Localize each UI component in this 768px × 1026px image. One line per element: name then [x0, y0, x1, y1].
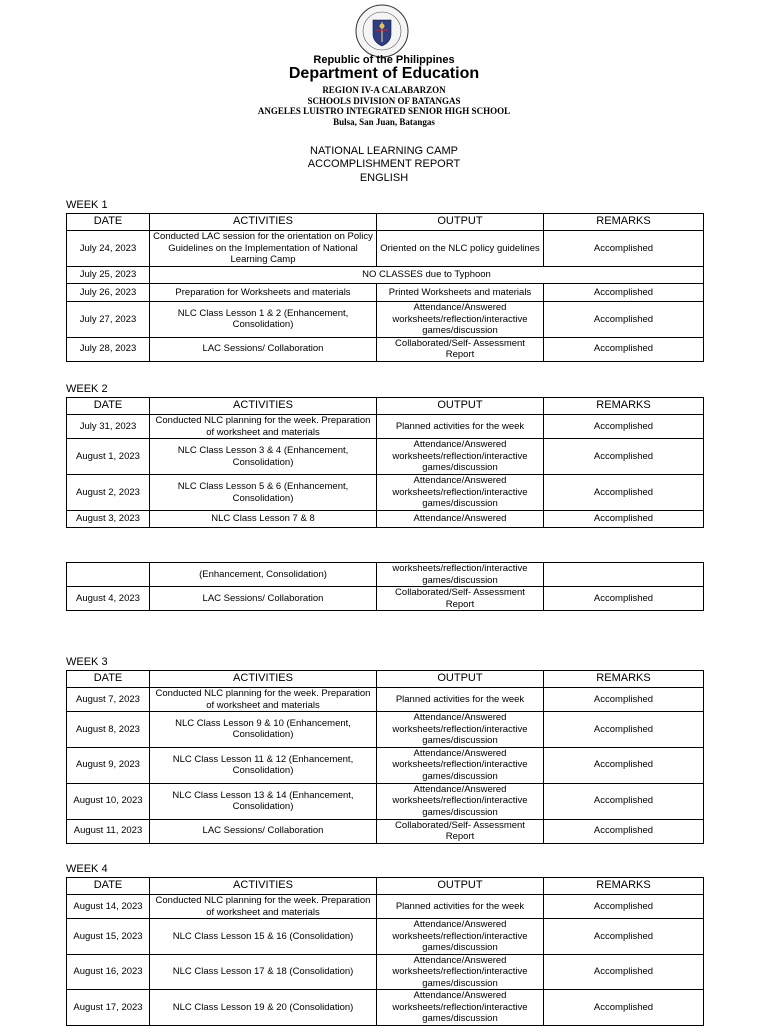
date-header: DATE	[67, 671, 150, 688]
table-row	[67, 895, 704, 919]
date-cell: August 8, 2023	[67, 712, 150, 748]
remarks-cell: Accomplished	[544, 688, 704, 712]
output-cell: Attendance/Answered worksheets/reflection/interactive games/discussion	[377, 954, 544, 990]
week-3-table	[66, 670, 704, 844]
remarks-cell: Accomplished	[544, 302, 704, 338]
header-row	[67, 398, 704, 415]
activity-cell: Preparation for Worksheets and materials	[150, 284, 377, 302]
table-row	[67, 587, 704, 611]
activity-cell: Conducted NLC planning for the week. Preparation of worksheet and materials	[150, 415, 377, 439]
department-title: Department of Education	[288, 65, 480, 82]
table-row	[67, 688, 704, 712]
table-row	[67, 990, 704, 1026]
activity-cell: NLC Class Lesson 11 & 12 (Enhancement, Consolidation)	[150, 747, 377, 783]
date-cell: July 28, 2023	[67, 337, 150, 361]
activity-cell: NLC Class Lesson 3 & 4 (Enhancement, Consolidation)	[150, 439, 377, 475]
remarks-cell: Accomplished	[544, 475, 704, 511]
activity-cell: Conducted NLC planning for the week. Preparation of worksheet and materials	[150, 895, 377, 919]
table-row	[67, 712, 704, 748]
remarks-cell: Accomplished	[544, 712, 704, 748]
output-cell: Planned activities for the week	[377, 895, 544, 919]
output-cell: Attendance/Answered worksheets/reflection/interactive games/discussion	[377, 919, 544, 955]
remarks-header: REMARKS	[544, 214, 704, 231]
table-row	[67, 415, 704, 439]
date-cell: August 14, 2023	[67, 895, 150, 919]
week-label: WEEK 1	[66, 199, 108, 211]
date-header: DATE	[67, 398, 150, 415]
table-row	[67, 919, 704, 955]
week-label: WEEK 4	[66, 863, 108, 875]
remarks-cell: Accomplished	[544, 337, 704, 361]
date-cell: August 17, 2023	[67, 990, 150, 1026]
date-cell: August 10, 2023	[67, 783, 150, 819]
activity-cell: LAC Sessions/ Collaboration	[150, 819, 377, 843]
date-cell: July 26, 2023	[67, 284, 150, 302]
country-line: Republic of the Philippines	[313, 54, 455, 66]
week-label: WEEK 2	[66, 383, 108, 395]
output-cell: Attendance/Answered worksheets/reflection/interactive games/discussion	[377, 475, 544, 511]
table-row	[67, 267, 704, 284]
remarks-cell: Accomplished	[544, 954, 704, 990]
table-row	[67, 231, 704, 267]
output-header: OUTPUT	[377, 398, 544, 415]
date-cell: August 7, 2023	[67, 688, 150, 712]
remarks-header: REMARKS	[544, 671, 704, 688]
school-line: ANGELES LUISTRO INTEGRATED SENIOR HIGH SCHOOL	[257, 106, 511, 116]
table-row	[67, 475, 704, 511]
remarks-header: REMARKS	[544, 398, 704, 415]
activity-cell: LAC Sessions/ Collaboration	[150, 587, 377, 611]
output-cell: Attendance/Answered worksheets/reflection/interactive games/discussion	[377, 990, 544, 1026]
table-row	[67, 439, 704, 475]
remarks-cell: Accomplished	[544, 783, 704, 819]
output-cell: Printed Worksheets and materials	[377, 284, 544, 302]
header-row	[67, 671, 704, 688]
table-row	[67, 563, 704, 587]
remarks-cell	[544, 563, 704, 587]
output-cell: Collaborated/Self- Assessment Report	[377, 337, 544, 361]
address-line: Bulsa, San Juan, Batangas	[333, 117, 435, 127]
report-title-line3: ENGLISH	[359, 172, 409, 184]
week-label: WEEK 3	[66, 656, 108, 668]
output-cell: Collaborated/Self- Assessment Report	[377, 587, 544, 611]
date-cell: July 31, 2023	[67, 415, 150, 439]
report-title-line1: NATIONAL LEARNING CAMP	[310, 145, 458, 157]
table-row	[67, 511, 704, 528]
output-cell: Collaborated/Self- Assessment Report	[377, 819, 544, 843]
table-row	[67, 284, 704, 302]
week-2-continued-table	[66, 562, 704, 611]
activities-header: ACTIVITIES	[150, 878, 377, 895]
activity-cell: LAC Sessions/ Collaboration	[150, 337, 377, 361]
output-cell: worksheets/reflection/interactive games/discussion	[377, 563, 544, 587]
date-header: DATE	[67, 214, 150, 231]
date-cell: July 25, 2023	[67, 267, 150, 284]
week-4-table	[66, 877, 704, 1026]
remarks-cell: Accomplished	[544, 439, 704, 475]
table-row	[67, 337, 704, 361]
date-cell: August 4, 2023	[67, 587, 150, 611]
remarks-header: REMARKS	[544, 878, 704, 895]
output-cell: Attendance/Answered worksheets/reflection/interactive games/discussion	[377, 302, 544, 338]
table-row	[67, 302, 704, 338]
remarks-cell: Accomplished	[544, 231, 704, 267]
activity-cell: NLC Class Lesson 19 & 20 (Consolidation)	[150, 990, 377, 1026]
remarks-cell: Accomplished	[544, 284, 704, 302]
activity-cell: NLC Class Lesson 13 & 14 (Enhancement, Consolidation)	[150, 783, 377, 819]
activities-header: ACTIVITIES	[150, 214, 377, 231]
remarks-cell: Accomplished	[544, 895, 704, 919]
table-row	[67, 783, 704, 819]
table-row	[67, 819, 704, 843]
remarks-cell: Accomplished	[544, 415, 704, 439]
output-cell: Attendance/Answered worksheets/reflection/interactive games/discussion	[377, 439, 544, 475]
header-row	[67, 214, 704, 231]
activity-cell: NLC Class Lesson 7 & 8	[150, 511, 377, 528]
output-cell: Attendance/Answered worksheets/reflection/interactive games/discussion	[377, 747, 544, 783]
region-line: REGION IV-A CALABARZON	[322, 85, 446, 95]
output-cell: Attendance/Answered worksheets/reflection/interactive games/discussion	[377, 712, 544, 748]
output-cell: Planned activities for the week	[377, 415, 544, 439]
output-header: OUTPUT	[377, 214, 544, 231]
no-classes-note: NO CLASSES due to Typhoon	[150, 267, 704, 284]
output-cell: Attendance/Answered worksheets/reflection/interactive games/discussion	[377, 783, 544, 819]
activity-cell: Conducted LAC session for the orientation on Policy Guidelines on the Implementation of National Learning Camp	[150, 231, 377, 267]
date-cell: August 2, 2023	[67, 475, 150, 511]
output-cell: Oriented on the NLC policy guidelines	[377, 231, 544, 267]
week-1-table	[66, 213, 704, 362]
output-cell: Planned activities for the week	[377, 688, 544, 712]
date-cell: August 1, 2023	[67, 439, 150, 475]
activities-header: ACTIVITIES	[150, 398, 377, 415]
date-cell: August 9, 2023	[67, 747, 150, 783]
date-header: DATE	[67, 878, 150, 895]
output-header: OUTPUT	[377, 671, 544, 688]
activity-cell: Conducted NLC planning for the week. Preparation of worksheet and materials	[150, 688, 377, 712]
output-cell: Attendance/Answered	[377, 511, 544, 528]
header-row	[67, 878, 704, 895]
date-cell: August 15, 2023	[67, 919, 150, 955]
remarks-cell: Accomplished	[544, 747, 704, 783]
report-title-line2: ACCOMPLISHMENT REPORT	[307, 158, 461, 170]
date-cell: August 3, 2023	[67, 511, 150, 528]
week-2-table	[66, 397, 704, 528]
activity-cell: NLC Class Lesson 5 & 6 (Enhancement, Consolidation)	[150, 475, 377, 511]
activity-cell: NLC Class Lesson 9 & 10 (Enhancement, Consolidation)	[150, 712, 377, 748]
date-cell: August 16, 2023	[67, 954, 150, 990]
date-cell: July 24, 2023	[67, 231, 150, 267]
remarks-cell: Accomplished	[544, 819, 704, 843]
activity-cell: NLC Class Lesson 17 & 18 (Consolidation)	[150, 954, 377, 990]
remarks-cell: Accomplished	[544, 990, 704, 1026]
activity-cell: (Enhancement, Consolidation)	[150, 563, 377, 587]
activity-cell: NLC Class Lesson 1 & 2 (Enhancement, Consolidation)	[150, 302, 377, 338]
activity-cell: NLC Class Lesson 15 & 16 (Consolidation)	[150, 919, 377, 955]
date-cell: August 11, 2023	[67, 819, 150, 843]
deped-seal-logo	[355, 4, 409, 58]
division-line: SCHOOLS DIVISION OF BATANGAS	[307, 96, 461, 106]
table-row	[67, 747, 704, 783]
remarks-cell: Accomplished	[544, 919, 704, 955]
activities-header: ACTIVITIES	[150, 671, 377, 688]
remarks-cell: Accomplished	[544, 511, 704, 528]
remarks-cell: Accomplished	[544, 587, 704, 611]
date-cell: July 27, 2023	[67, 302, 150, 338]
table-row	[67, 954, 704, 990]
output-header: OUTPUT	[377, 878, 544, 895]
date-cell	[67, 563, 150, 587]
